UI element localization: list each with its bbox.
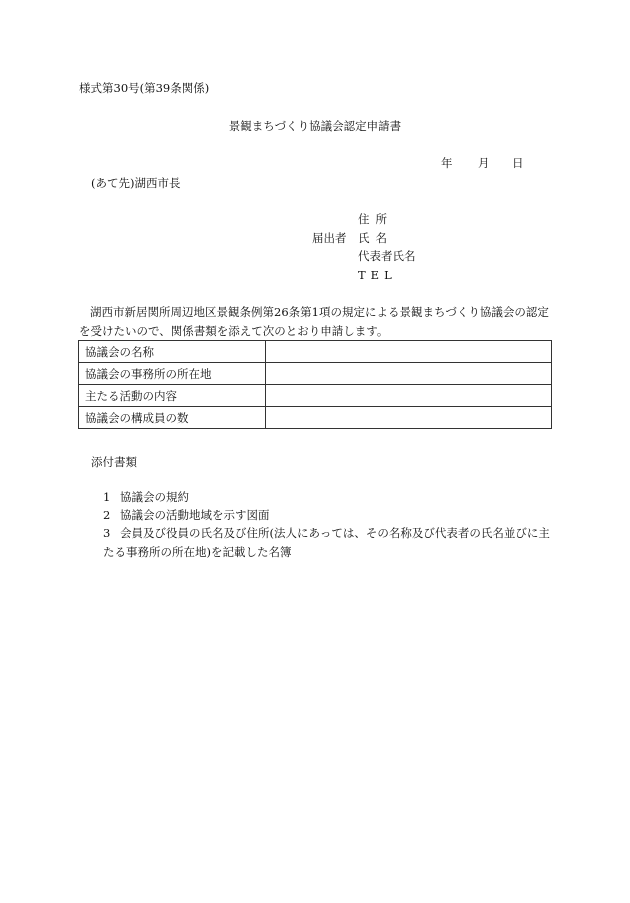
name-field-label: 氏名	[358, 231, 393, 245]
table-row-value[interactable]	[266, 407, 552, 429]
attachment-number: 3	[103, 526, 111, 540]
table-row-value[interactable]	[266, 341, 552, 363]
table-row-label: 協議会の事務所の所在地	[79, 363, 266, 385]
date-year-label: 年	[441, 156, 453, 170]
document-title: 景観まちづくり協議会認定申請書	[228, 119, 402, 133]
application-details-table	[78, 340, 552, 429]
attachment-text: 協議会の活動地域を示す図面	[120, 508, 270, 522]
address-field-label: 住所	[358, 212, 393, 226]
tel-field-label: TEL	[358, 268, 397, 282]
table-row-value[interactable]	[266, 385, 552, 407]
addressee: (あて先)湖西市長	[91, 176, 181, 190]
attachment-number: 2	[103, 508, 111, 522]
table-row-label: 主たる活動の内容	[79, 385, 266, 407]
representative-name-field-label: 代表者氏名	[358, 249, 416, 263]
applicant-label: 届出者	[312, 231, 347, 245]
table-row	[79, 341, 552, 363]
table-row-label: 協議会の名称	[79, 341, 266, 363]
table-row	[79, 407, 552, 429]
application-statement: 湖西市新居関所周辺地区景観条例第26条第1項の規定による景観まちづくり協議会の認定を受けたいので、関係書類を添えて次のとおり申請します。	[79, 305, 549, 338]
date-month-label: 月	[478, 156, 490, 170]
attachment-item	[103, 524, 553, 562]
table-row-value[interactable]	[266, 363, 552, 385]
table-row	[79, 363, 552, 385]
date-day-label: 日	[512, 156, 524, 170]
attachment-item	[103, 488, 189, 507]
form-number-label: 様式第30号(第39条関係)	[79, 81, 210, 95]
table-row-label: 協議会の構成員の数	[79, 407, 266, 429]
table-row	[79, 385, 552, 407]
attachment-item	[103, 506, 270, 525]
attachment-text: 会員及び役員の氏名及び住所(法人にあっては、その名称及び代表者の氏名並びに主たる事務所の所在地)を記載した名簿	[103, 526, 550, 559]
attachment-text: 協議会の規約	[120, 490, 189, 504]
attachment-number: 1	[103, 490, 111, 504]
attachments-heading: 添付書類	[91, 455, 137, 469]
